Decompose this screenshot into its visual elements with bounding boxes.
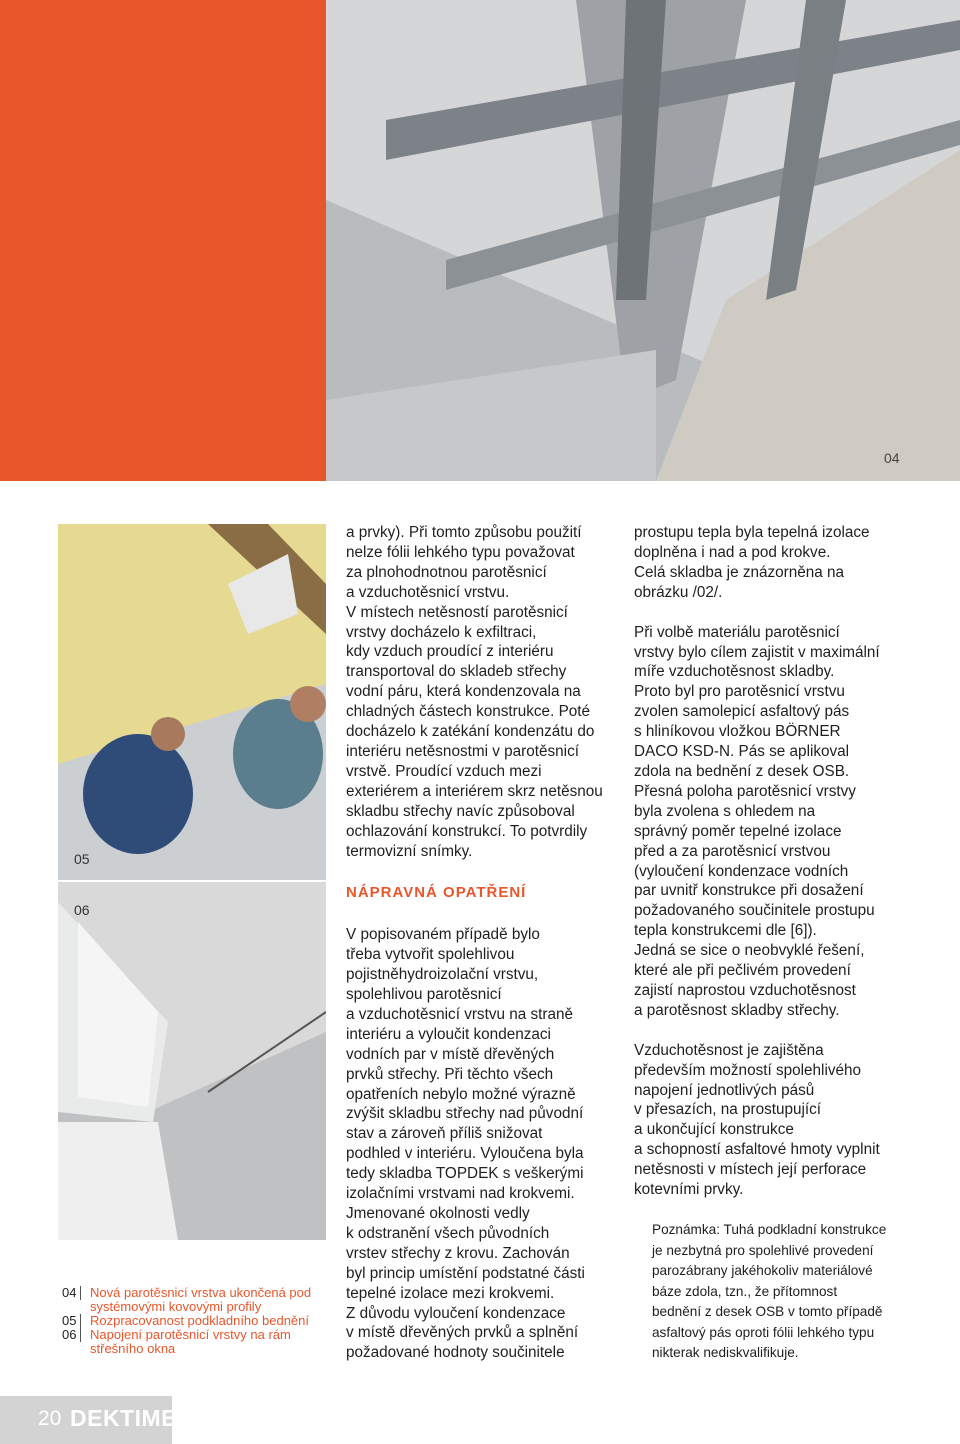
caption-text: Nová parotěsnicí vrstva ukončená pod systémovými kovovými profily xyxy=(90,1285,312,1314)
photo-workers-insulation xyxy=(58,524,326,880)
paragraph: Při volbě materiálu parotěsnicí vrstvy bylo cílem zajistit v maximální míře vzduchotěsnost skladby. Proto byl pro parotěsnicí vrstvu zvolen samolepicí asfaltový pás s hliníkovou vložkou BÖRNER DACO KSD-N. Pás se aplikoval zdola na bednění z desek OSB. Přesná poloha parotěsnicí vrstvy byla zvolena s ohledem na správný poměr tepelné izolace před a za parotěsnicí vrstvou (vyloučení kondenzace vodních par uvnitř konstrukce při dosažení požadovaného součinitele prostupu tepla konstrukcemi dle [6]). Jedná se sice o neobvyklé řešení, které ale při pečlivém provedení zajistí naprostou vzduchotěsnost a parotěsnost skladby střechy. xyxy=(634,623,880,1019)
photo-captions xyxy=(62,1286,332,1356)
caption-number: 05 xyxy=(62,1314,81,1328)
caption-text: Napojení parotěsnicí vrstvy na rám střešního okna xyxy=(90,1327,291,1356)
brand-logo: DEKTIME xyxy=(70,1405,177,1431)
photo-window-frame-connection xyxy=(58,882,326,1240)
orange-accent-block xyxy=(0,0,326,481)
page-number: 20 xyxy=(38,1407,62,1430)
caption-row xyxy=(62,1286,332,1314)
photo-number-05: 05 xyxy=(74,851,90,867)
photo-number-06: 06 xyxy=(74,902,90,918)
middle-text-column xyxy=(346,523,618,1363)
caption-number: 04 xyxy=(62,1286,81,1300)
paragraph: prostupu tepla byla tepelná izolace doplněna i nad a pod krokve. Celá skladba je znázorněna na obrázku /02/. xyxy=(634,524,870,601)
paragraph: a prvky). Při tomto způsobu použití nelze fólii lehkého typu považovat za plnohodnotnou parotěsnicí a vzduchotěsnicí vrstvu. V místech netěsností parotěsnicí vrstvy docházelo k exfiltraci, kdy vzduch proudící z interiéru transportoval do skladeb střechy vodní páru, která kondenzovala na chladných částech konstrukce. Poté docházelo k zatékání kondenzátu do interiéru netěsnostmi v parotěsnicí vrstvě. Proudící vzduch mezi exteriérem a interiérem skrz netěsnou skladbu střechy navíc způsoboval ochlazování konstrukcí. To potvrdily termovizní snímky. xyxy=(346,524,603,860)
caption-number: 06 xyxy=(62,1328,81,1342)
photo-ceiling-metal-profiles xyxy=(326,0,960,481)
note-box: Poznámka: Tuhá podkladní konstrukce je nezbytná pro spolehlivé provedení parozábrany jakéhokoliv materiálové báze zdola, tzn., že přítomnost bednění z desek OSB v tomto případě asfaltový pás oproti fólii lehkého typu nikterak nediskvalifikuje. xyxy=(652,1222,887,1360)
caption-row xyxy=(62,1328,332,1356)
right-text-column xyxy=(634,523,934,1364)
paragraph: V popisovaném případě bylo třeba vytvořit spolehlivou pojistněhydroizolační vrstvu, spolehlivou parotěsnicí a vzduchotěsnicí vrstvu na straně interiéru a vyloučit kondenzaci vodních par v místě dřevěných prvků střechy. Při těchto všech opatřeních nebylo možné výrazně zvýšit skladbu střechy nad původní stav a zároveň příliš snižovat podhled v interiéru. Vyloučena byla tedy skladba TOPDEK s veškerými izolačními vrstvami nad krokvemi. Jmenované okolnosti vedly k odstranění všech původních vrstev střechy z krovu. Zachován byl princip umístění podstatné části tepelné izolace mezi krokvemi. Z důvodu vyloučení kondenzace v místě dřevěných prvků a splnění požadované hodnoty součinitele xyxy=(346,926,585,1362)
caption-row xyxy=(62,1314,332,1328)
section-heading: NÁPRAVNÁ OPATŘENÍ xyxy=(346,884,527,902)
paragraph: Vzduchotěsnost je zajištěna především možností spolehlivého napojení jednotlivých pásů v přesazích, na prostupující a ukončující konstrukce a schopností asfaltové hmoty vyplnit netěsnosti v místech její perforace kotevními prvky. xyxy=(634,1041,880,1199)
caption-text: Rozpracovanost podkladního bednění xyxy=(90,1313,309,1328)
photo-number-04: 04 xyxy=(884,450,900,466)
